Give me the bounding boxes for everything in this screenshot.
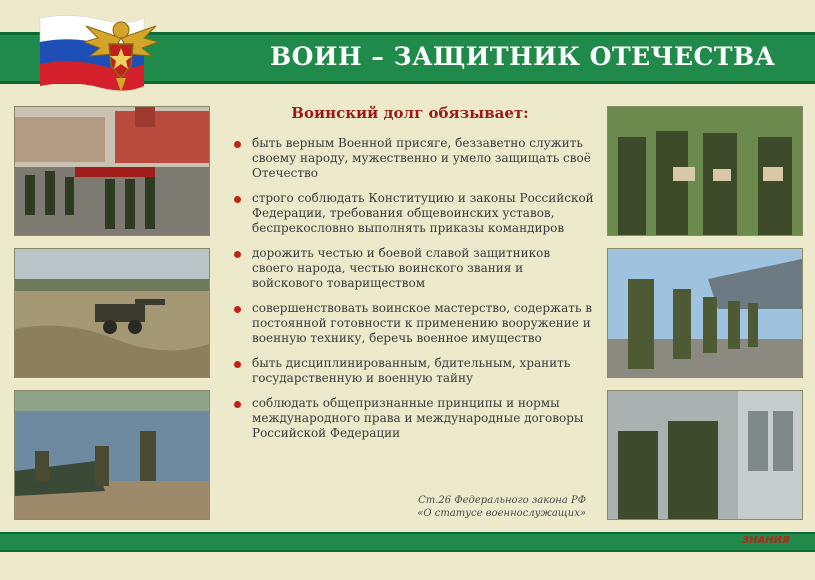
bullet-icon <box>234 401 241 408</box>
duty-text: строго соблюдать Конституцию и законы Российской Федерации, требования общевоинских уставов, беспрекословно выполнять приказы командиров <box>252 191 594 235</box>
duty-text: дорожить честью и боевой славой защитников своего народа, честью воинского звания и войскового товариществом <box>252 246 551 290</box>
paratroopers-photo <box>607 248 803 378</box>
duties-list <box>234 136 594 451</box>
soldiers-briefing-photo <box>607 106 803 236</box>
duty-text: совершенствовать воинское мастерство, содержать в постоянной готовности к применению вооружение и военную технику, беречь военное имущество <box>252 301 592 345</box>
publisher-logo: ЗНАНИЯ <box>742 535 790 546</box>
duty-text: быть верным Военной присяге, беззаветно служить своему народу, мужественно и умело защищать своё Отечество <box>252 136 591 180</box>
poster-title: ВОИН – ЗАЩИТНИК ОТЕЧЕСТВА <box>270 42 776 71</box>
citation-line-2: «О статусе военнослужащих» <box>417 508 586 519</box>
parade-photo <box>14 106 210 236</box>
duties-heading: Воинский долг обязывает: <box>291 104 529 122</box>
duty-text: быть дисциплинированным, бдительным, хранить государственную и военную тайну <box>252 356 571 385</box>
bullet-icon <box>234 306 241 313</box>
bullet-icon <box>234 196 241 203</box>
law-citation <box>364 494 586 520</box>
duty-item <box>234 246 594 291</box>
duties-panel <box>224 96 596 526</box>
armed-forces-emblem-icon <box>76 8 166 94</box>
bullet-icon <box>234 251 241 258</box>
footer-band <box>0 532 815 552</box>
field-artillery-photo <box>14 248 210 378</box>
duty-item <box>234 136 594 181</box>
duty-text: соблюдать общепризнанные принципы и нормы международного права и международные договоры Российской Федерации <box>252 396 584 440</box>
citation-line-1: Ст.26 Федерального закона РФ <box>418 495 586 506</box>
duty-item <box>234 301 594 346</box>
river-crossing-photo <box>14 390 210 520</box>
duty-item <box>234 191 594 236</box>
bullet-icon <box>234 141 241 148</box>
bullet-icon <box>234 361 241 368</box>
duty-item <box>234 356 594 386</box>
duty-item <box>234 396 594 441</box>
control-room-photo <box>607 390 803 520</box>
